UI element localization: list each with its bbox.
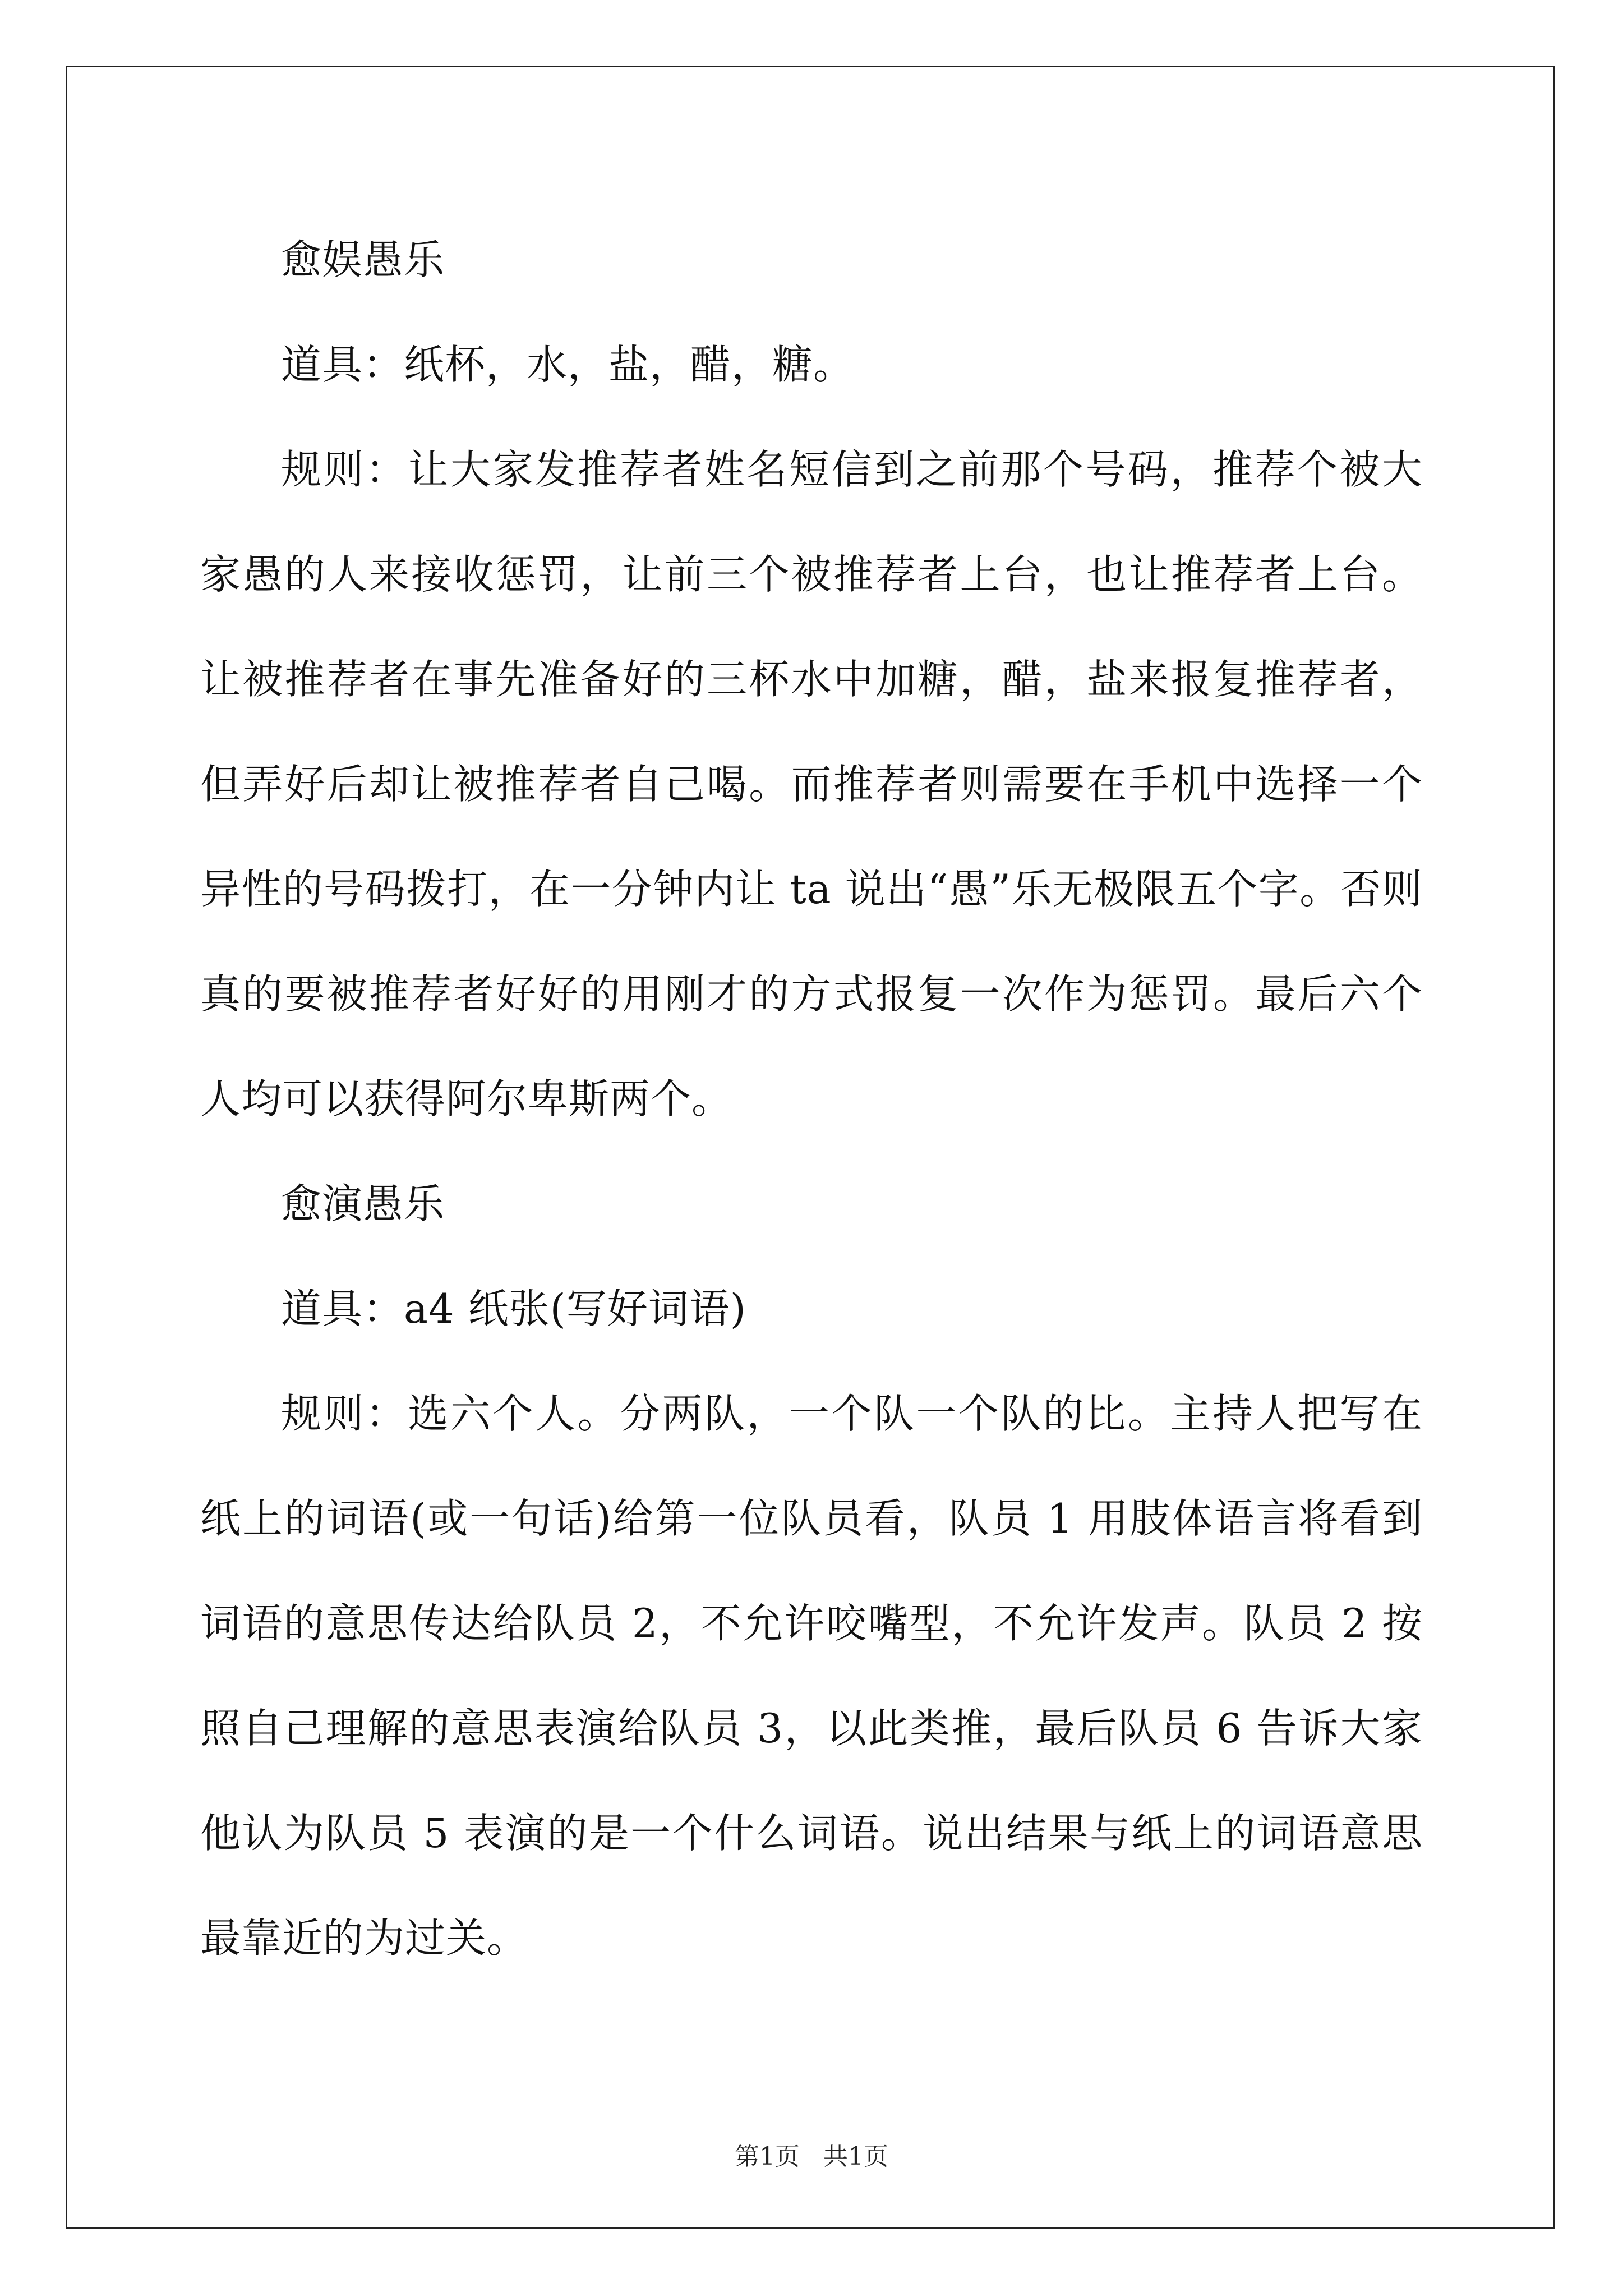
section-title-1: 愈娱愚乐 — [281, 236, 445, 283]
rules-paragraph-2: 规则：选六个人。分两队，一个队一个队的比。主持人把写在纸上的词语(或一句话)给第一位队员看，队员 1 用肢体语言将看到词语的意思传达给队员 2，不允许咬嘴型，不允许发声。队员 2 按照自己理解的意思表演给队员 3，以此类推，最后队员 6 告诉大家他认为队员 5 表演的是一个什么词语。说出结果与纸上的词语意思最靠近的为过关。 — [200, 1390, 1423, 1962]
section-title-2: 愈演愚乐 — [281, 1180, 445, 1227]
page-total: 共1页 — [823, 2142, 888, 2171]
page-number: 第1页 — [735, 2142, 800, 2171]
rules-paragraph-1: 规则：让大家发推荐者姓名短信到之前那个号码，推荐个被大家愚的人来接收惩罚，让前三个被推荐者上台，也让推荐者上台。让被推荐者在事先准备好的三杯水中加糖，醋，盐来报复推荐者，但弄好后却让被推荐者自己喝。而推荐者则需要在手机中选择一个异性的号码拨打，在一分钟内让 ta 说出“愚”乐无极限五个字。否则真的要被推荐者好好的用刚才的方式报复一次作为惩罚。最后六个人均可以获得阿尔卑斯两个。 — [200, 446, 1423, 1122]
props-paragraph-2: 道具：a4 纸张(写好词语) — [281, 1285, 746, 1332]
document-body — [200, 208, 1423, 1991]
page-footer — [0, 2136, 1623, 2172]
props-paragraph-1: 道具：纸杯，水，盐，醋，糖。 — [281, 341, 855, 388]
